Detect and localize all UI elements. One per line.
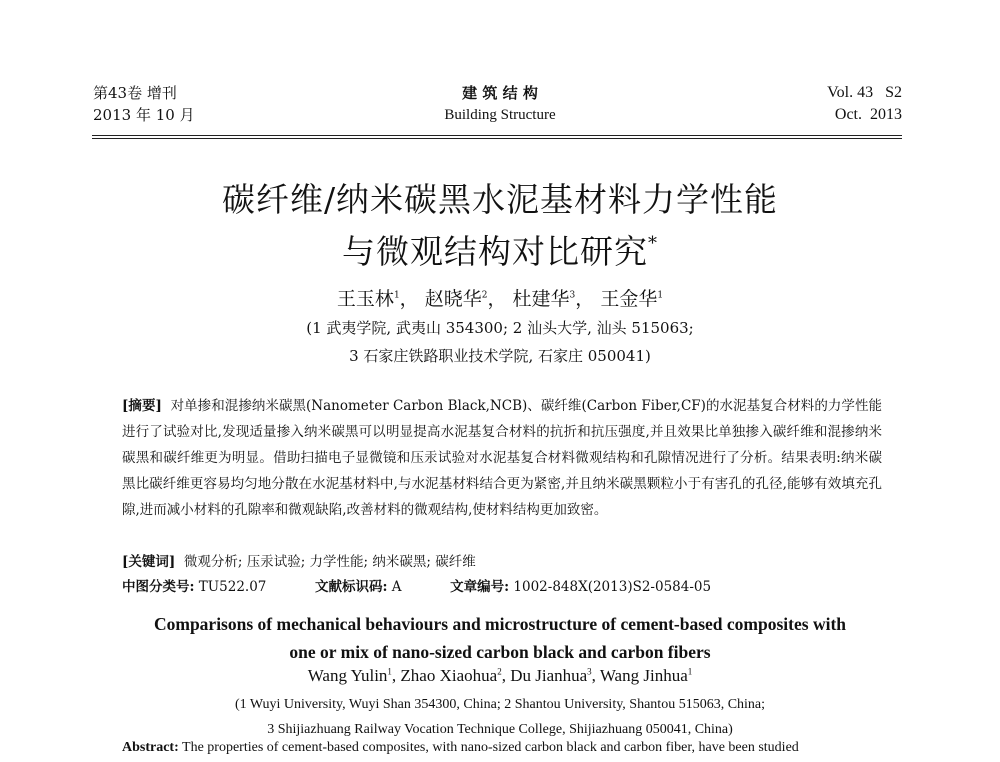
abstract-text: The properties of cement-based composites, with nano-sized carbon black and carbon fiber, have been studied	[182, 740, 799, 755]
author-sup: 3	[587, 666, 592, 677]
header-rule	[92, 135, 902, 136]
volume-cn: 第43卷 增刊	[93, 84, 177, 102]
volume-en: Vol. 43 S2	[827, 84, 902, 101]
affiliation-line: (1 武夷学院, 武夷山 354300; 2 汕头大学, 汕头 515063;	[306, 319, 694, 337]
keywords-cn	[122, 549, 882, 575]
article-no-label: 文章编号:	[450, 579, 510, 595]
author: 王玉林	[336, 288, 394, 310]
affiliation-line: 3 石家庄铁路职业技术学院, 石家庄 050041)	[349, 347, 651, 365]
authors-en: Wang Yulin$^1$, Zhao Xiaohua$^2$, Du Jianhua$^3$, Wang Jinhua$^1$	[307, 666, 693, 685]
date-en: Oct. 2013	[834, 106, 902, 123]
author-sup: 1	[387, 666, 392, 677]
footnote-mark: *	[648, 233, 658, 254]
keywords-text: 微观分析; 压汞试验; 力学性能; 纳米碳黑; 碳纤维	[183, 554, 476, 570]
clc-value: TU522.07	[198, 579, 267, 595]
article-no-value: 1002-848X(2013)S2-0584-05	[513, 579, 712, 595]
author-sup: 2	[497, 666, 502, 677]
doc-code-value: A	[391, 579, 402, 595]
journal-issue-en	[827, 82, 902, 126]
author-sup: 2	[481, 290, 488, 301]
author: 王金华	[600, 288, 658, 310]
header-rule	[92, 138, 902, 139]
author: Wang Yulin	[307, 666, 388, 685]
author: Du Jianhua	[510, 666, 588, 685]
author: Zhao Xiaohua	[400, 666, 498, 685]
author-sup: 1	[657, 290, 664, 301]
title-en	[0, 610, 1000, 666]
author-sup: 1	[393, 290, 400, 301]
author: 杜建华	[512, 288, 570, 310]
affiliations-en	[0, 692, 1000, 742]
title-line: Comparisons of mechanical behaviours and microstructure of cement-based composites with	[153, 614, 847, 634]
title-line: one or mix of nano-sized carbon black and carbon fibers	[289, 642, 711, 662]
abstract-en	[122, 740, 892, 756]
title-cn	[0, 178, 1000, 274]
author: 赵晓华	[424, 288, 482, 310]
affiliation-line: (1 Wuyi University, Wuyi Shan 354300, China; 2 Shantou University, Shantou 515063, China;	[234, 697, 766, 712]
classification	[122, 574, 882, 600]
affiliation-line: 3 Shijiazhuang Railway Vocation Technique College, Shijiazhuang 050041, China)	[267, 722, 733, 737]
clc-label: 中图分类号:	[122, 579, 195, 595]
authors-cn: 王玉林$^1$， 赵晓华$^2$， 杜建华$^3$， 王金华$^1$	[336, 288, 664, 310]
journal-name-en: Building Structure	[444, 107, 556, 123]
author-sup: 3	[569, 290, 576, 301]
doc-code-label: 文献标识码:	[315, 579, 388, 595]
keywords-label: [关键词]	[122, 554, 176, 570]
author-sup: 1	[687, 666, 693, 677]
abstract-label: Abstract:	[122, 740, 179, 755]
title-line: 碳纤维/纳米碳黑水泥基材料力学性能	[221, 180, 779, 219]
abstract-text: 对单掺和混掺纳米碳黑(Nanometer Carbon Black,NCB)、碳纤维(Carbon Fiber,CF)的水泥基复合材料的力学性能进行了试验对比,发现适量掺入纳米碳黑可以明显提高水泥基复合材料的抗折和抗压强度,并且效果比单独掺入碳纤维和混掺纳米碳黑和碳纤维更为明显。借助扫描电子显微镜和压汞试验对水泥基复合材料微观结构和孔隙情况进行了分析。结果表明:纳米碳黑比碳纤维更容易均匀地分散在水泥基材料中,与水泥基材料结合更为紧密,并且纳米碳黑颗粒小于有害孔的孔径,能够有效填充孔隙,进而减小材料的孔隙率和微观缺陷,改善材料的微观结构,使材料结构更加致密。	[122, 398, 882, 518]
abstract-label: [摘要]	[122, 398, 162, 414]
journal-name-cn: 建 筑 结 构	[462, 84, 538, 102]
title-line: 与微观结构对比研究	[342, 232, 648, 271]
affiliations-cn	[0, 314, 1000, 370]
author: Wang Jinhua	[599, 666, 688, 685]
abstract-cn	[122, 393, 882, 523]
date-cn: 2013 年 10 月	[93, 106, 195, 124]
